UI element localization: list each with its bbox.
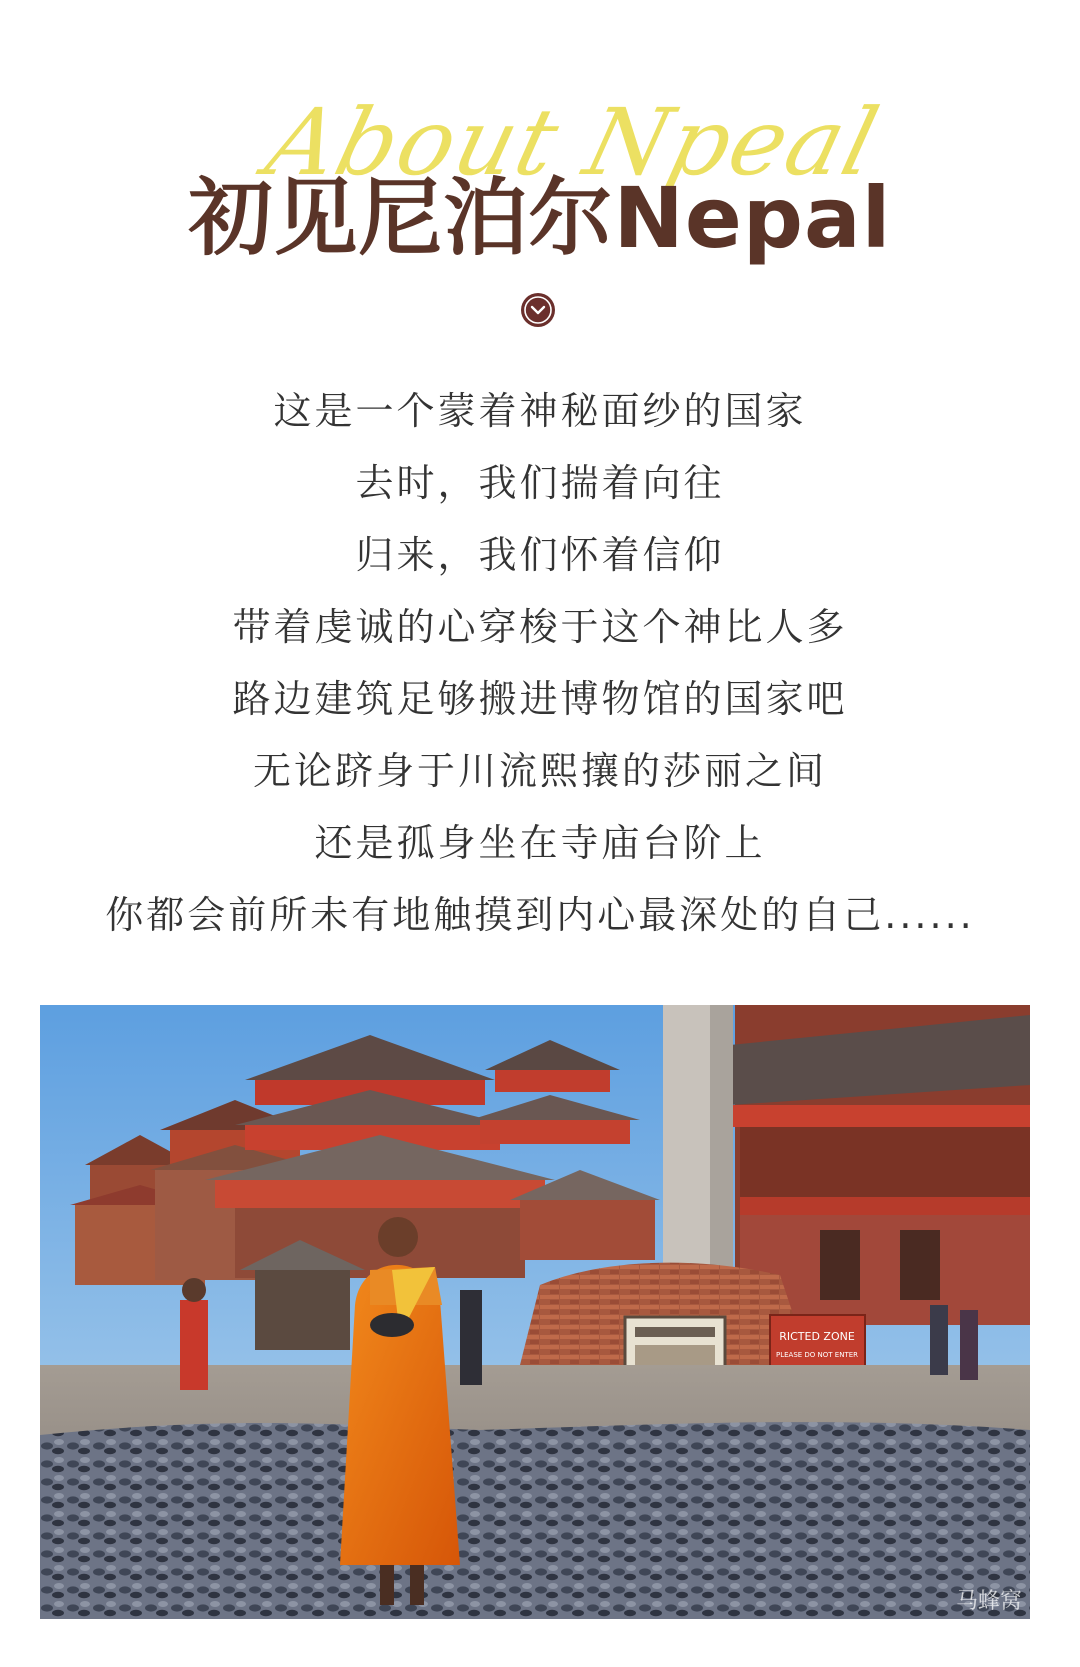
sign-subtitle: PLEASE DO NOT ENTER xyxy=(775,1351,859,1359)
poem-line: 去时，我们揣着向往 xyxy=(355,461,725,505)
nepal-temple-square-photo xyxy=(40,1005,1030,1619)
poem-line: 无论跻身于川流熙攘的莎丽之间 xyxy=(252,749,827,793)
poem-line: 这是一个蒙着神秘面纱的国家 xyxy=(273,389,807,433)
poem-line: 路边建筑足够搬进博物馆的国家吧 xyxy=(232,677,848,721)
page-title: 初见尼泊尔Nepal xyxy=(188,169,892,267)
poem-text xyxy=(0,375,1080,951)
poem-line: 带着虔诚的心穿梭于这个神比人多 xyxy=(232,605,848,649)
poem-line: 你都会前所未有地触摸到内心最深处的自己...... xyxy=(105,893,975,937)
poem-line: 归来，我们怀着信仰 xyxy=(355,533,725,577)
poem-line: 还是孤身坐在寺庙台阶上 xyxy=(314,821,766,865)
sign-title: RICTED ZONE xyxy=(779,1330,855,1343)
watermark-text: 马蜂窝 xyxy=(955,1589,1022,1614)
script-title-decoration: About Npeal xyxy=(256,89,890,196)
chevron-down-icon xyxy=(521,293,555,327)
article-header xyxy=(0,0,1080,360)
